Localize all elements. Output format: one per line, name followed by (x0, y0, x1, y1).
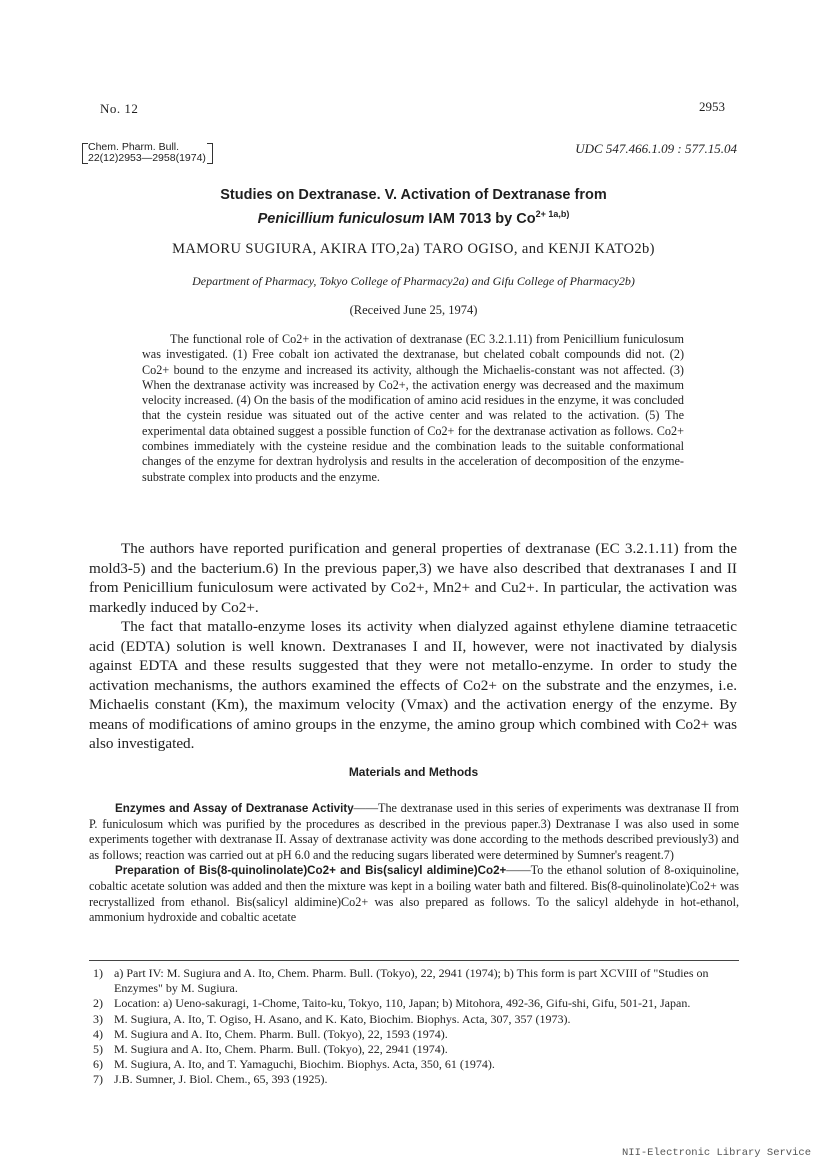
affiliation: Department of Pharmacy, Tokyo College of Pharmacy2a) and Gifu College of Pharmacy2b) (192, 274, 635, 288)
citation-volume-pages: 22(12)2953—2958(1974) (88, 152, 206, 164)
methods-subheading-1: Enzymes and Assay of Dextranase Activity (115, 802, 354, 815)
methods-paragraph-2 (89, 863, 739, 925)
methods-paragraph-1 (89, 801, 739, 863)
footnote: 4) M. Sugiura and A. Ito, Chem. Pharm. Bull. (Tokyo), 22, 1593 (1974). (93, 1026, 448, 1041)
footnote: 2) Location: a) Ueno-sakuragi, 1-Chome, Taito-ku, Tokyo, 110, Japan; b) Mitohora, 492-36, Gifu-shi, Gifu, 501-21, Japan. (93, 996, 691, 1011)
issue-number: No. 12 (100, 101, 139, 116)
methods-subheading-2: Preparation of Bis(8-quinolinolate)Co2+ and Bis(salicyl aldimine)Co2+ (115, 864, 507, 878)
library-service-footer: NII-Electronic Library Service (621, 1147, 811, 1159)
methods-text-1: ——The dextranase used in this series of experiments was dextranase II from P. funiculosum which was purified by the procedures as described in the previous paper.3) Dextranase I was also used in some experiments together with dextranase II. Assay of dextranase activity was done according to the methods described previously3) and as follows; reaction was carried out at pH 6.0 and the reducing sugars liberated were determined by Sumner's reagent.7) (89, 801, 739, 862)
footnote: 7) J.B. Sumner, J. Biol. Chem., 65, 393 (1925). (93, 1072, 328, 1087)
intro-paragraph-2: The fact that matallo-enzyme loses its activity when dialyzed against ethylene diamine tetraacetic acid (EDTA) solution is well known. Dextranases I and II, however, were not inactivated by dialysis against EDTA and these results suggested that they were not metallo-enzyme. In order to study the activation mechanisms, the authors examined the effects of Co2+ on the substrate and the enzymes, i.e. Michaelis constant (Km), the maximum velocity (Vmax) and the activation energy of the enzyme. By means of modifications of amino groups in the enzyme, the amino group which combined with Co2+ was also investigated. (89, 618, 737, 752)
introduction (89, 539, 737, 754)
page-number: 2953 (699, 99, 725, 114)
citation-journal: Chem. Pharm. Bull. (88, 141, 180, 153)
journal-citation-box (88, 142, 206, 164)
title-line-1: Studies on Dextranase. V. Activation of Dextranase from (220, 187, 607, 203)
title-species: Penicillium funiculosum (257, 210, 425, 227)
abstract-text: The functional role of Co2+ in the activation of dextranase (EC 3.2.1.11) from Penicillium funiculosum was investigated. (1) Free cobalt ion activated the dextranase, but chelated cobalt compounds did not. (2) Co2+ bound to the enzyme and increased its activity, although the Michaelis-constant was not affected. (3) When the dextranase activity was increased by Co2+, the activation energy was decreased and the maximum velocity increased. (4) On the basis of the modification of amino acid residues in the enzyme, it was concluded that the cystein residue was situated out of the active center and was related to the activation. (5) The experimental data obtained suggest a possible function of Co2+ for the dextranase activation as follows. Co2+ combines immediately with the cysteine residue and the combination leads to the suitable conformational changes of the enzyme for dextran hydrolysis and results in the acceleration of decomposition of the enzyme-substrate complex into products and the enzyme. (142, 332, 684, 484)
abstract (142, 332, 684, 485)
udc-code: UDC 547.466.1.09 : 577.15.04 (575, 141, 737, 156)
footnote: 5) M. Sugiura and A. Ito, Chem. Pharm. Bull. (Tokyo), 22, 2941 (1974). (93, 1042, 448, 1057)
title-line-2 (0, 205, 827, 229)
footnote: 3) M. Sugiura, A. Ito, T. Ogiso, H. Asano, and K. Kato, Biochim. Biophys. Acta, 307, 357 (1973). (93, 1011, 571, 1026)
footnote: 1) a) Part IV: M. Sugiura and A. Ito, Chem. Pharm. Bull. (Tokyo), 22, 2941 (1974); b) This form is part XCVIII of "Studies on Enzymes" by M. Sugiura. (93, 966, 709, 996)
footnote: 6) M. Sugiura, A. Ito, and T. Yamaguchi, Biochim. Biophys. Acta, 350, 61 (1974). (93, 1057, 495, 1072)
author-list: MAMORU SUGIURA, AKIRA ITO,2a) TARO OGISO, and KENJI KATO2b) (172, 241, 655, 257)
received-date: (Received June 25, 1974) (349, 303, 478, 317)
paper-title (0, 186, 827, 229)
title-strain: IAM 7013 by Co (424, 210, 536, 227)
footnotes (93, 966, 739, 1088)
methods-text-2: ——To the ethanol solution of 8-oxiquinoline, cobaltic acetate solution was added and then the mixture was kept in a boiling water bath and filtered. Bis(8-quinolinolate)Co2+ was recrystallized from ethanol. Bis(salicyl aldimine)Co2+ was also prepared as follows. To the salicyl aldehyde in hot-ethanol, ammonium hydroxide and cobaltic acetate (89, 863, 739, 925)
title-superscript: 2+ 1a,b) (535, 209, 570, 219)
methods-section (89, 801, 739, 926)
intro-paragraph-1: The authors have reported purification and general properties of dextranase (EC 3.2.1.11) from the mold3-5) and the bacterium.6) In the previous paper,3) we have also described that dextranases I and II from Penicillium funiculosum were activated by Co2+, Mn2+ and Cu2+. In particular, the activation was markedly induced by Co2+. (89, 540, 737, 616)
footnote-divider (89, 960, 739, 961)
section-heading: Materials and Methods (348, 765, 479, 779)
